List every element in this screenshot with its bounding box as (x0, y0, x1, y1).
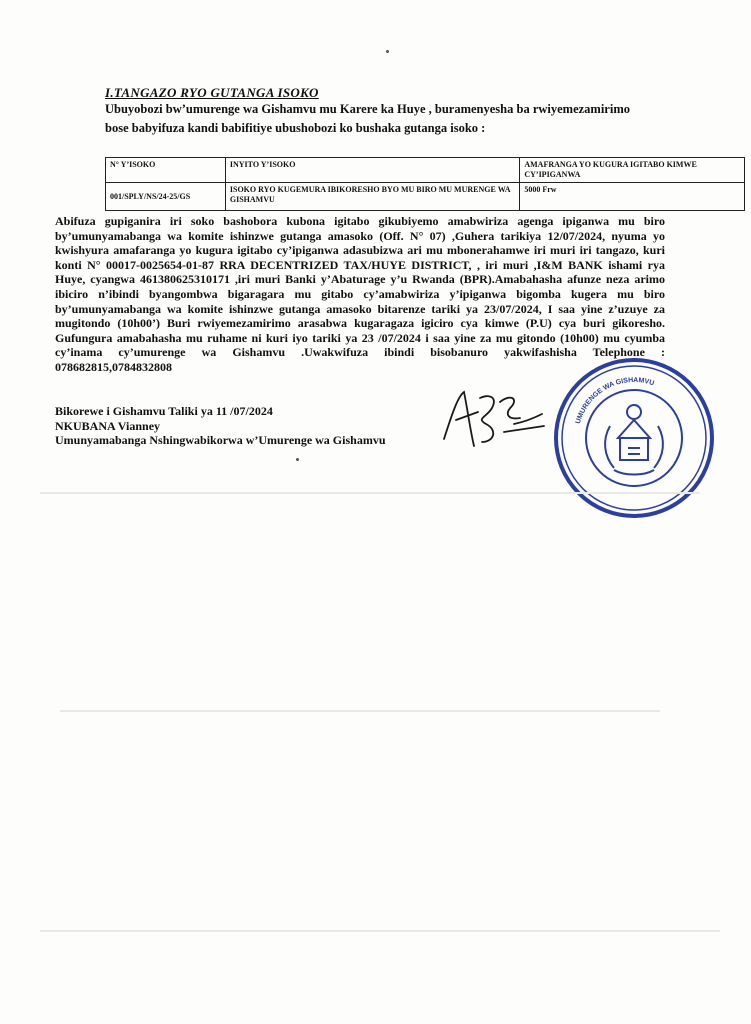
scan-speck (296, 458, 299, 461)
announcement-body (55, 214, 665, 375)
table-row (106, 183, 745, 211)
table-cell: 5000 Frw (520, 183, 745, 211)
scan-speck (386, 50, 389, 53)
table-cell: ISOKO RYO KUGEMURA IBIKORESHO BYO MU BIRO MU MURENGE WA GISHAMVU (225, 183, 519, 211)
table-header-cell: INYITO Y’ISOKO (225, 158, 519, 183)
scan-artifact (40, 930, 720, 932)
official-seal (552, 356, 716, 520)
handwritten-signature (438, 384, 548, 454)
signoff-block (55, 404, 386, 448)
table-header-row (106, 158, 745, 183)
signatory-name: NKUBANA Vianney (55, 418, 161, 433)
signoff-date: Bikorewe i Gishamvu Taliki ya 11 /07/2024 (55, 404, 273, 418)
announcement-intro: Ubuyobozi bw’umurenge wa Gishamvu mu Karere ka Huye , buramenyesha ba rwiyemezamirimo bose babyifuza kandi babifitiye ubushobozi ko bushaka gutanga isoko : (105, 102, 630, 135)
table-header-cell: AMAFRANGA YO KUGURA IGITABO KIMWE CY’IPIGANWA (520, 158, 745, 183)
announcement-title: I.TANGAZO RYO GUTANGA ISOKO (105, 85, 319, 100)
body-paragraph: Abifuza gupiganira iri soko bashobora kubona igitabo gikubiyemo amabwiriza agenga ipiganwa mu biro by’umunyamabanga wa komite ishinzwe gutanga amasoko (Off. N° 07) ,Guhera tarikiya 12/07/2024, nyuma yo kwishyura amafaranga yo kugura igitabo cy’ipiganwa adasubizwa ari mu mbonerahamwe iri muri iri tangazo, kuri konti N° 00017-0025654-01-87 RRA DECENTRIZED TAX/HUYE DISTRICT, , iri muri ,I&M BANK ishami rya Huye, cyangwa 461380625310171 ,iri muri Banki y’Abaturage y’u Rwanda (BPR).Amabahasha afunze neza arimo ibiciro n’ibindi byangombwa bigaragara mu gitabo cy’amabwiriza y’ipiganwa bigomba kugera mu biro by’umunyamabanga wa komite ishinzwe gutanga amasoko bitarenze tariki ya 23/07/2024, I saa yine z’uzuye za mugitondo (10h00’) Buri rwiyemezamirimo arasabwa kugaragaza igiciro cya kimwe (P.U) cya buri gikoresho. Gufungura amabahasha mu ruhame ni kuri iyo tariki ya 23 /07/2024 i saa yine za mu gitondo (10h00) mu cyumba cy’inama cy’umurenge wa Gishamvu .Uwakwifuza ibindi bisobanuro yakwifashisha Telephone : 078682815,0784832808 (55, 214, 665, 374)
scan-artifact (40, 492, 700, 494)
table-cell: 001/SPLY/NS/24-25/GS (106, 183, 226, 211)
seal-text: UMURENGE WA GISHAMVU (574, 376, 655, 425)
signatory-position: Umunyamabanga Nshingwabikorwa w’Umurenge wa Gishamvu (55, 433, 386, 447)
table-header-cell: N° Y’ISOKO (106, 158, 226, 183)
tender-table (105, 157, 745, 211)
scan-artifact (60, 710, 660, 712)
